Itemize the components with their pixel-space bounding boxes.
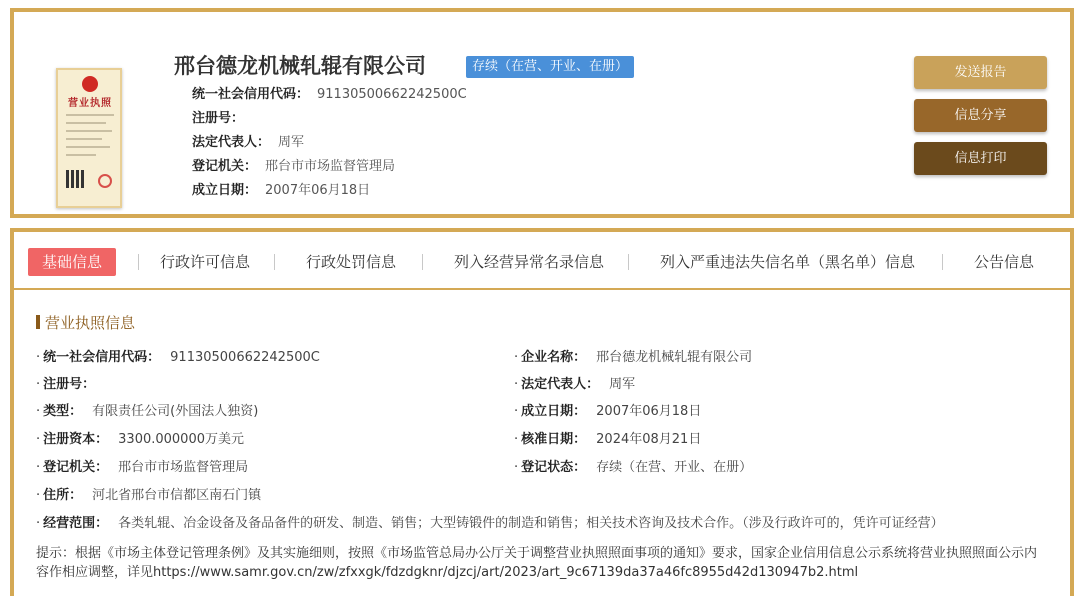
tab-divider bbox=[138, 254, 139, 270]
field-value: 2007年06月18日 bbox=[596, 404, 702, 419]
field-value: 河北省邢台市信都区南石门镇 bbox=[92, 488, 262, 503]
tab-blacklist[interactable]: 列入严重违法失信名单（黑名单）信息 bbox=[660, 253, 916, 271]
license-text-line bbox=[66, 154, 96, 156]
license-text-line bbox=[66, 146, 110, 148]
field-value: 3300.000000万美元 bbox=[118, 432, 244, 447]
business-license-image[interactable] bbox=[56, 68, 122, 208]
field-label: 经营范围： bbox=[43, 516, 109, 531]
notice-text: 提示：根据《市场主体登记管理条例》及其实施细则，按照《市场监管总局办公厅关于调整营业执照照面事项的通知》要求，国家企业信用信息公示系统将营业执照照面公示内容作相应调整，详见https://www.samr.gov.cn/zw/zfxxgk/fdzdgknr/djzcj/art/2023/art_9c67139da37a46fc8955d42d130947b2.html bbox=[36, 546, 1038, 580]
field-label: 企业名称： bbox=[521, 350, 587, 365]
field-value: 周军 bbox=[609, 377, 636, 392]
tab-divider bbox=[942, 254, 943, 270]
detail-card bbox=[10, 228, 1074, 596]
field-label: 类型： bbox=[43, 404, 83, 419]
company-name: 邢台德龙机械轧辊有限公司 bbox=[174, 54, 426, 78]
tab-abnormal-list[interactable]: 列入经营异常名录信息 bbox=[454, 253, 605, 271]
field-label: 注册号： bbox=[192, 111, 245, 126]
qr-code-icon bbox=[66, 170, 84, 188]
tab-basic-info[interactable]: 基础信息 bbox=[28, 248, 116, 276]
field-value: 各类轧辊、冶金设备及备品备件的研发、制造、销售；大型铸锻件的制造和销售；相关技术咨询及技术合作。（涉及行政许可的，凭许可证经营） bbox=[118, 516, 944, 531]
send-report-button[interactable]: 发送报告 bbox=[914, 56, 1047, 89]
tab-divider bbox=[628, 254, 629, 270]
field-value: 存续（在营、开业、在册） bbox=[596, 460, 753, 475]
print-info-button[interactable]: 信息打印 bbox=[914, 142, 1047, 175]
field-label: 住所： bbox=[43, 488, 83, 503]
field-established-date: · 成立日期： 2007年06月18日 bbox=[514, 404, 702, 419]
header-field-est-date bbox=[192, 180, 467, 204]
license-title: 营业执照 bbox=[68, 98, 112, 109]
tab-admin-penalty[interactable]: 行政处罚信息 bbox=[306, 253, 397, 271]
section-title-text: 营业执照信息 bbox=[45, 314, 136, 332]
field-company-name: · 企业名称： 邢台德龙机械轧辊有限公司 bbox=[514, 350, 753, 365]
header-field-authority bbox=[192, 156, 467, 180]
field-registered-capital: · 注册资本： 3300.000000万美元 bbox=[36, 432, 244, 447]
field-credit-code: · 统一社会信用代码： 91130500662242500C bbox=[36, 350, 320, 365]
field-type: · 类型： 有限责任公司(外国法人独资) bbox=[36, 404, 259, 419]
tab-announcements[interactable]: 公告信息 bbox=[974, 253, 1035, 271]
field-value: 有限责任公司(外国法人独资) bbox=[92, 404, 259, 419]
tab-bar bbox=[14, 232, 1070, 290]
field-approval-date: · 核准日期： 2024年08月21日 bbox=[514, 432, 702, 447]
section-title bbox=[36, 312, 135, 333]
field-label: 统一社会信用代码： bbox=[192, 87, 310, 102]
field-value: 邢台德龙机械轧辊有限公司 bbox=[596, 350, 753, 365]
field-label: 成立日期： bbox=[521, 404, 587, 419]
field-business-scope: · 经营范围： 各类轧辊、冶金设备及备品备件的研发、制造、销售；大型铸锻件的制造和销售；相关技术咨询及技术合作。（涉及行政许可的，凭许可证经营） bbox=[36, 516, 944, 531]
tab-admin-license[interactable]: 行政许可信息 bbox=[160, 253, 251, 271]
field-label: 法定代表人： bbox=[521, 377, 600, 392]
field-value: 91130500662242500C bbox=[317, 87, 467, 102]
share-info-button[interactable]: 信息分享 bbox=[914, 99, 1047, 132]
field-value: 2007年06月18日 bbox=[265, 183, 371, 198]
official-seal-icon bbox=[98, 174, 112, 188]
section-marker bbox=[36, 315, 40, 329]
field-legal-rep: · 法定代表人： 周军 bbox=[514, 377, 636, 392]
national-emblem-icon bbox=[82, 76, 98, 92]
license-text-line bbox=[66, 138, 102, 140]
field-value: 邢台市市场监督管理局 bbox=[265, 159, 396, 174]
tab-divider bbox=[274, 254, 275, 270]
field-label: 核准日期： bbox=[521, 432, 587, 447]
license-text-line bbox=[66, 122, 106, 124]
company-header-card bbox=[10, 8, 1074, 218]
field-value: 2024年08月21日 bbox=[596, 432, 702, 447]
header-field-reg-no bbox=[192, 108, 467, 132]
field-label: 登记状态： bbox=[521, 460, 587, 475]
field-label: 登记机关： bbox=[192, 159, 258, 174]
field-registration-status: · 登记状态： 存续（在营、开业、在册） bbox=[514, 460, 753, 475]
tab-divider bbox=[422, 254, 423, 270]
field-label: 法定代表人： bbox=[192, 135, 271, 150]
header-fields bbox=[192, 84, 467, 204]
field-label: 注册号： bbox=[43, 377, 96, 392]
field-address: · 住所： 河北省邢台市信都区南石门镇 bbox=[36, 488, 262, 503]
license-text-line bbox=[66, 130, 112, 132]
field-value: 邢台市市场监督管理局 bbox=[118, 460, 249, 475]
header-field-credit-code bbox=[192, 84, 467, 108]
field-reg-no: · 注册号： bbox=[36, 377, 96, 392]
field-label: 注册资本： bbox=[43, 432, 109, 447]
license-text-line bbox=[66, 114, 114, 116]
field-label: 成立日期： bbox=[192, 183, 258, 198]
field-value: 91130500662242500C bbox=[170, 350, 320, 365]
field-value: 周军 bbox=[278, 135, 305, 150]
status-badge: 存续（在营、开业、在册） bbox=[466, 56, 634, 78]
field-registration-authority: · 登记机关： 邢台市市场监督管理局 bbox=[36, 460, 249, 475]
field-label: 统一社会信用代码： bbox=[43, 350, 161, 365]
header-field-legal-rep bbox=[192, 132, 467, 156]
field-label: 登记机关： bbox=[43, 460, 109, 475]
